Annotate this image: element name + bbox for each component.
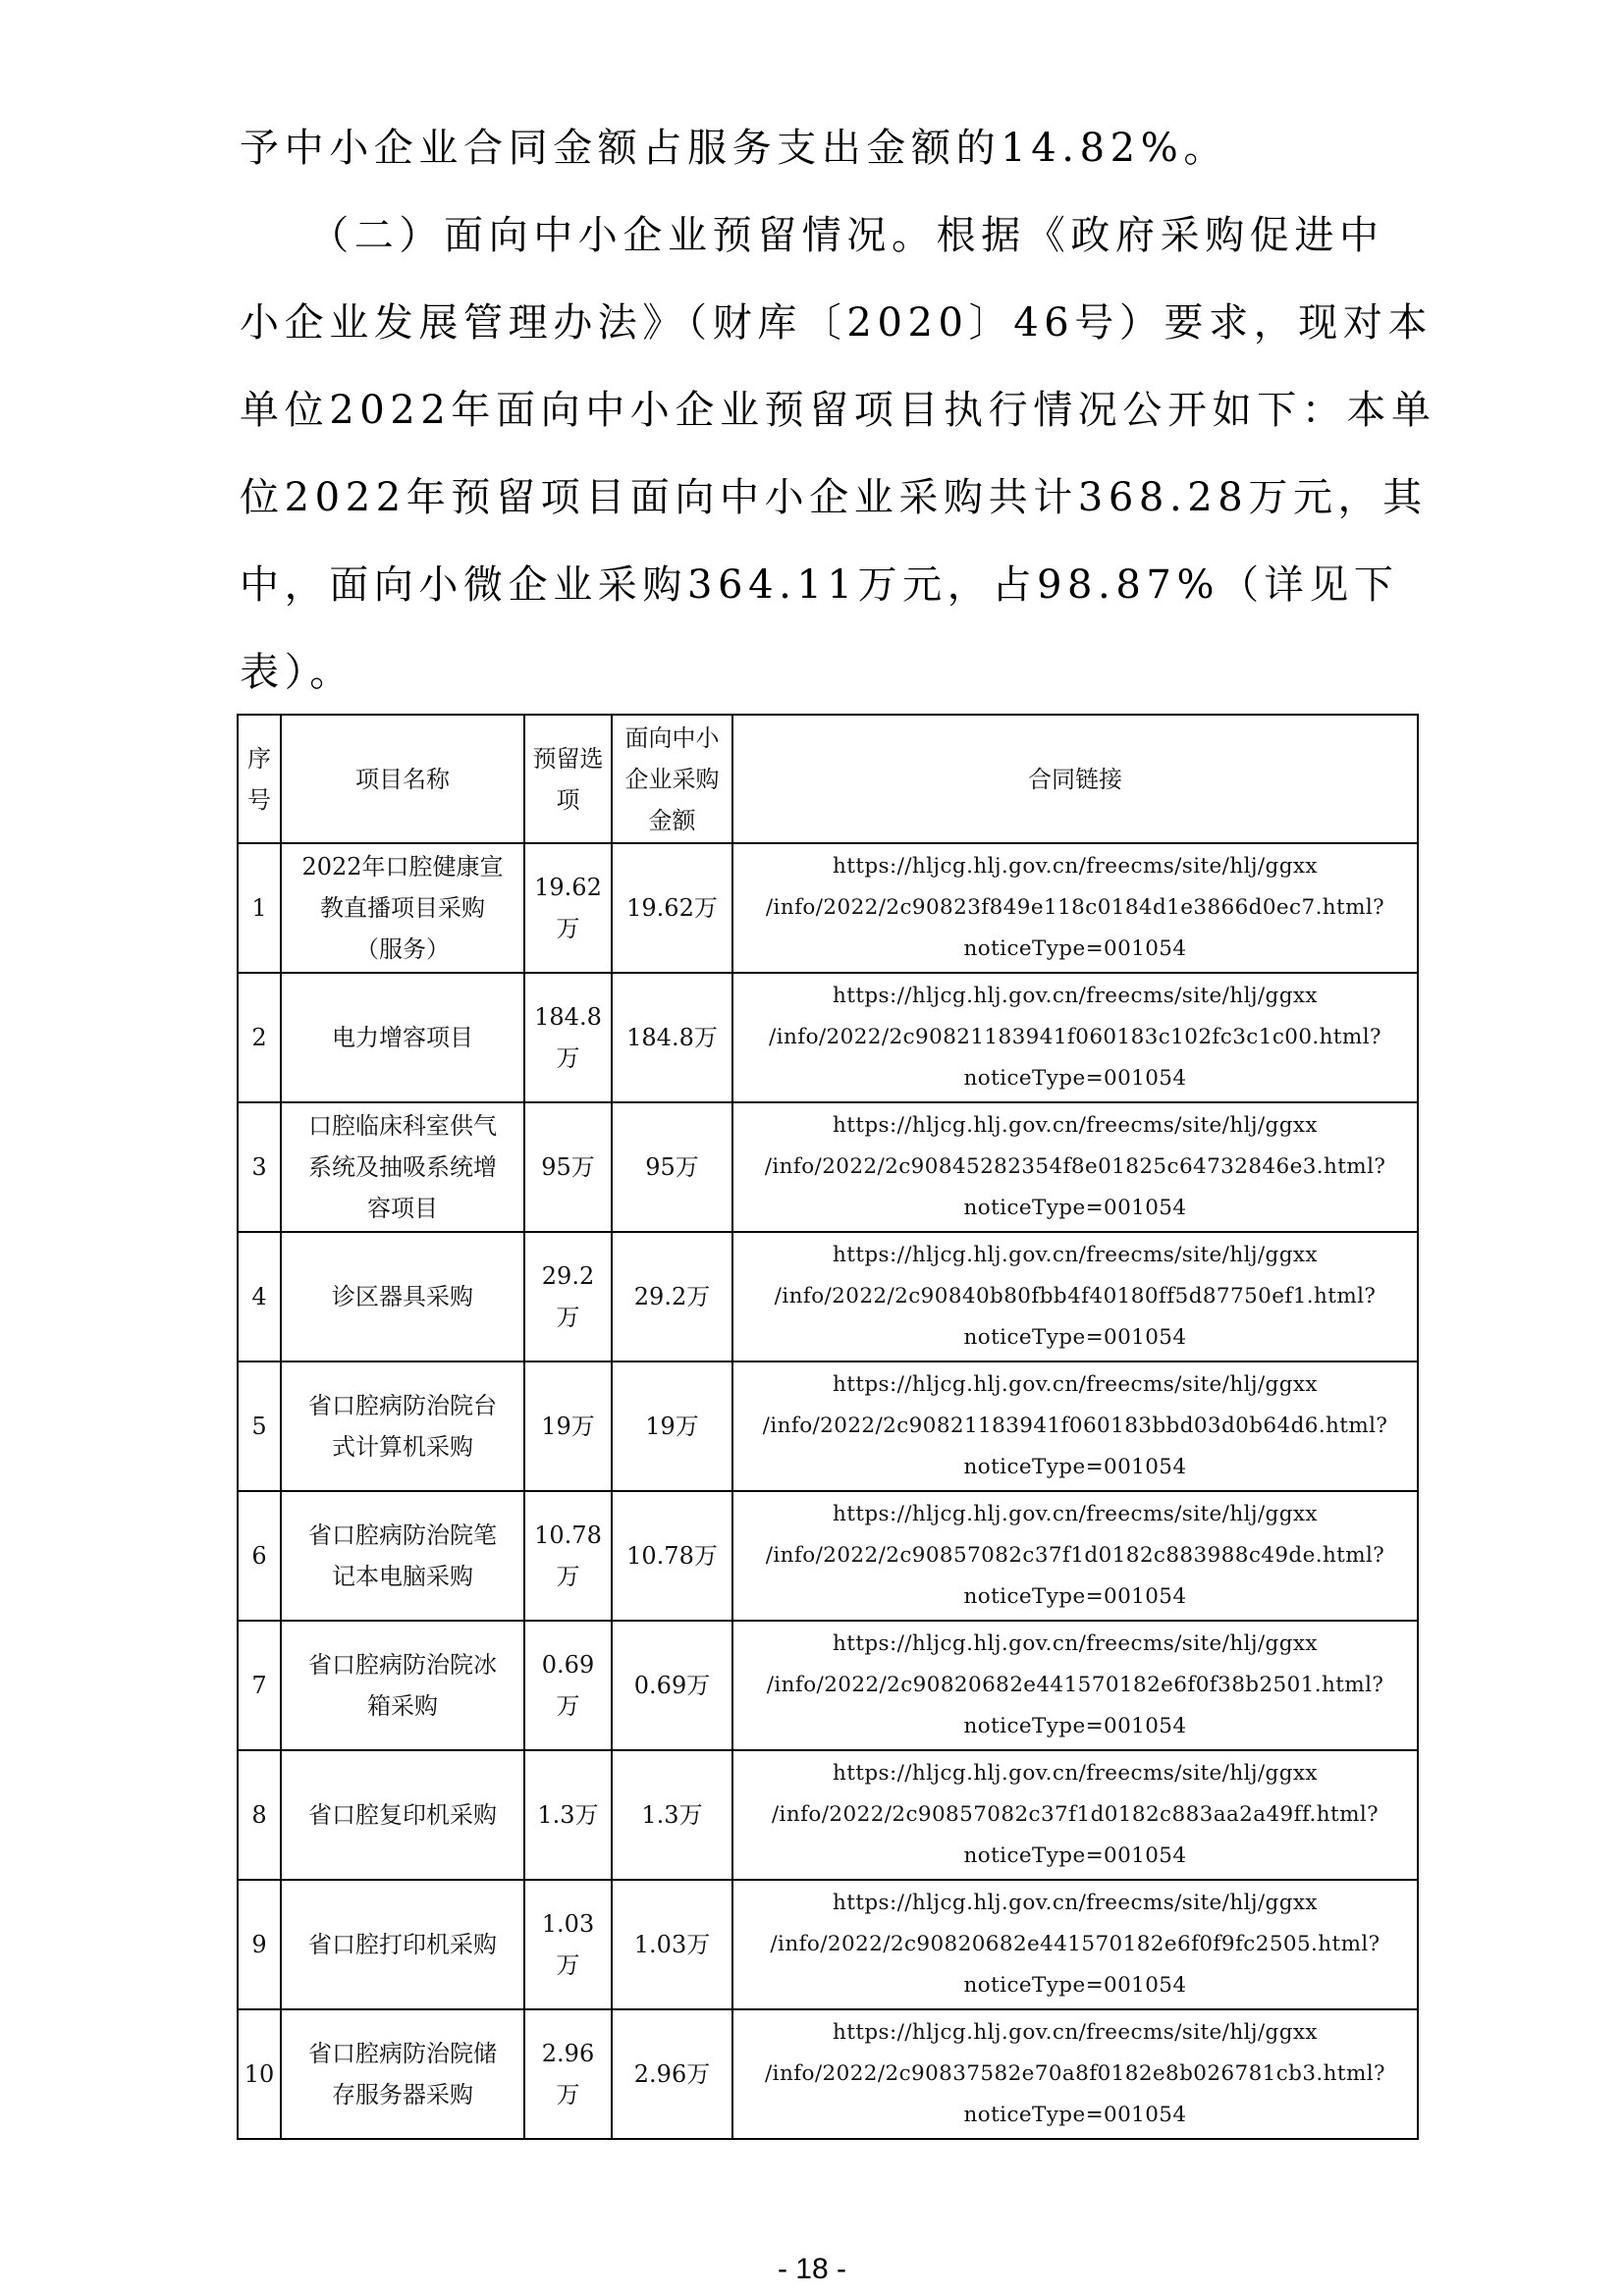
contract-link-line[interactable]: noticeType=001054	[963, 2103, 1187, 2127]
project-name: 省口腔病防治院台 式计算机采购	[281, 1362, 524, 1491]
contract-link[interactable]	[732, 1621, 1418, 1750]
project-name: 省口腔病防治院笔 记本电脑采购	[281, 1491, 524, 1621]
header-contract-link: 合同链接	[732, 715, 1418, 843]
table-row	[238, 1362, 1418, 1491]
contract-link[interactable]	[732, 843, 1418, 973]
sme-amount: 2.96万	[612, 2009, 732, 2139]
contract-link-line[interactable]: https://hljcg.hlj.gov.cn/freecms/site/hlj/ggxx	[833, 854, 1318, 879]
contract-link-line[interactable]: /info/2022/2c90857082c37f1d0182c883988c49de.html?	[765, 1543, 1385, 1568]
contract-link-line[interactable]: https://hljcg.hlj.gov.cn/freecms/site/hlj/ggxx	[833, 1372, 1318, 1397]
project-name: 口腔临床科室供气 系统及抽吸系统增 容项目	[281, 1102, 524, 1232]
header-project-name: 项目名称	[281, 715, 524, 843]
contract-link-line[interactable]: https://hljcg.hlj.gov.cn/freecms/site/hlj/ggxx	[833, 1761, 1318, 1786]
project-name: 省口腔病防治院储 存服务器采购	[281, 2009, 524, 2139]
reserved-option: 0.69 万	[524, 1621, 612, 1750]
page-number: - 18 -	[777, 2253, 847, 2285]
row-index: 1	[238, 843, 281, 973]
contract-link-line[interactable]: /info/2022/2c90821183941f060183c102fc3c1c00.html?	[769, 1025, 1381, 1049]
row-index: 7	[238, 1621, 281, 1750]
header-reserved-option: 预留选 项	[524, 715, 612, 843]
sme-amount: 95万	[612, 1102, 732, 1232]
contract-link-line[interactable]: https://hljcg.hlj.gov.cn/freecms/site/hlj/ggxx	[833, 1631, 1318, 1656]
contract-link-line[interactable]: /info/2022/2c90840b80fbb4f40180ff5d87750ef1.html?	[774, 1284, 1377, 1308]
reserved-option: 2.96 万	[524, 2009, 612, 2139]
contract-link-line[interactable]: /info/2022/2c90857082c37f1d0182c883aa2a49ff.html?	[771, 1802, 1380, 1827]
table-row	[238, 973, 1418, 1102]
reserved-option: 10.78 万	[524, 1491, 612, 1621]
table-header-row	[238, 715, 1418, 843]
contract-link-line[interactable]: https://hljcg.hlj.gov.cn/freecms/site/hlj/ggxx	[833, 1891, 1318, 1915]
table-row	[238, 1232, 1418, 1362]
reserved-option: 1.3万	[524, 1750, 612, 1880]
table-row	[238, 1102, 1418, 1232]
contract-link-line[interactable]: /info/2022/2c90821183941f060183bbd03d0b64d6.html?	[762, 1414, 1388, 1438]
project-name: 电力增容项目	[281, 973, 524, 1102]
table-row	[238, 1621, 1418, 1750]
text-line: 予中小企业合同金额占服务支出金额的14.82%。	[240, 126, 1228, 171]
contract-link[interactable]	[732, 2009, 1418, 2139]
row-index: 8	[238, 1750, 281, 1880]
contract-link-line[interactable]: noticeType=001054	[963, 1714, 1187, 1738]
contract-link[interactable]	[732, 1362, 1418, 1491]
paragraph-sme-reservation	[240, 192, 1436, 717]
contract-link-line[interactable]: noticeType=001054	[963, 1584, 1187, 1609]
reserved-option: 19.62 万	[524, 843, 612, 973]
text-line: 小企业发展管理办法》（财库〔2020〕46号）要求，现对本	[240, 300, 1434, 346]
contract-link[interactable]	[732, 1102, 1418, 1232]
reserved-option: 1.03 万	[524, 1880, 612, 2009]
contract-link-line[interactable]: /info/2022/2c90845282354f8e01825c64732846e3.html?	[764, 1154, 1386, 1179]
header-sme-amount: 面向中小 企业采购 金额	[612, 715, 732, 843]
sme-amount: 0.69万	[612, 1621, 732, 1750]
row-index: 3	[238, 1102, 281, 1232]
contract-link-line[interactable]: noticeType=001054	[963, 1455, 1187, 1479]
reserved-option: 95万	[524, 1102, 612, 1232]
text-line: 中，面向小微企业采购364.11万元，占98.87%（详见下	[240, 562, 1399, 608]
table-row	[238, 843, 1418, 973]
paragraph-sme-contract-ratio	[240, 105, 1418, 192]
project-name: 省口腔病防治院冰 箱采购	[281, 1621, 524, 1750]
contract-link-line[interactable]: noticeType=001054	[963, 1066, 1187, 1091]
table-row	[238, 2009, 1418, 2139]
reserved-projects-table	[237, 714, 1419, 2140]
contract-link-line[interactable]: https://hljcg.hlj.gov.cn/freecms/site/hlj/ggxx	[833, 1502, 1318, 1526]
contract-link-line[interactable]: https://hljcg.hlj.gov.cn/freecms/site/hlj/ggxx	[833, 1113, 1318, 1138]
contract-link-line[interactable]: noticeType=001054	[963, 1973, 1187, 1998]
row-index: 2	[238, 973, 281, 1102]
text-line: 表）。	[240, 650, 354, 695]
contract-link-line[interactable]: noticeType=001054	[963, 1843, 1187, 1868]
table-row	[238, 1880, 1418, 2009]
sme-amount: 184.8万	[612, 973, 732, 1102]
contract-link[interactable]	[732, 973, 1418, 1102]
reserved-option: 19万	[524, 1362, 612, 1491]
contract-link-line[interactable]: noticeType=001054	[963, 1325, 1187, 1350]
row-index: 9	[238, 1880, 281, 2009]
contract-link-line[interactable]: /info/2022/2c90823f849e118c0184d1e3866d0ec7.html?	[765, 895, 1385, 920]
sme-amount: 1.3万	[612, 1750, 732, 1880]
text-line: （二）面向中小企业预留情况。根据《政府采购促进中	[240, 213, 1384, 258]
row-index: 10	[238, 2009, 281, 2139]
sme-amount: 10.78万	[612, 1491, 732, 1621]
header-index: 序 号	[238, 715, 281, 843]
sme-amount: 19万	[612, 1362, 732, 1491]
contract-link-line[interactable]: https://hljcg.hlj.gov.cn/freecms/site/hlj/ggxx	[833, 2020, 1318, 2045]
contract-link-line[interactable]: noticeType=001054	[963, 936, 1187, 961]
contract-link-line[interactable]: noticeType=001054	[963, 1196, 1187, 1220]
project-name: 省口腔打印机采购	[281, 1880, 524, 2009]
contract-link-line[interactable]: https://hljcg.hlj.gov.cn/freecms/site/hlj/ggxx	[833, 984, 1318, 1008]
project-name: 2022年口腔健康宣 教直播项目采购 （服务）	[281, 843, 524, 973]
row-index: 5	[238, 1362, 281, 1491]
project-name: 省口腔复印机采购	[281, 1750, 524, 1880]
contract-link-line[interactable]: /info/2022/2c90820682e441570182e6f0f38b2501.html?	[766, 1673, 1384, 1697]
table-row	[238, 1750, 1418, 1880]
contract-link-line[interactable]: https://hljcg.hlj.gov.cn/freecms/site/hlj/ggxx	[833, 1243, 1318, 1267]
sme-amount: 1.03万	[612, 1880, 732, 2009]
sme-amount: 29.2万	[612, 1232, 732, 1362]
row-index: 6	[238, 1491, 281, 1621]
contract-link-line[interactable]: /info/2022/2c90820682e441570182e6f0f9fc2505.html?	[770, 1932, 1380, 1956]
reserved-option: 184.8 万	[524, 973, 612, 1102]
contract-link[interactable]	[732, 1232, 1418, 1362]
text-line: 位2022年预留项目面向中小企业采购共计368.28万元，其	[240, 475, 1428, 520]
project-name: 诊区器具采购	[281, 1232, 524, 1362]
table-row	[238, 1491, 1418, 1621]
contract-link[interactable]	[732, 1491, 1418, 1621]
contract-link[interactable]	[732, 1880, 1418, 2009]
text-line: 单位2022年面向中小企业预留项目执行情况公开如下：本单	[240, 388, 1436, 433]
sme-amount: 19.62万	[612, 843, 732, 973]
row-index: 4	[238, 1232, 281, 1362]
contract-link[interactable]	[732, 1750, 1418, 1880]
contract-link-line[interactable]: /info/2022/2c90837582e70a8f0182e8b026781cb3.html?	[765, 2061, 1385, 2086]
reserved-option: 29.2 万	[524, 1232, 612, 1362]
